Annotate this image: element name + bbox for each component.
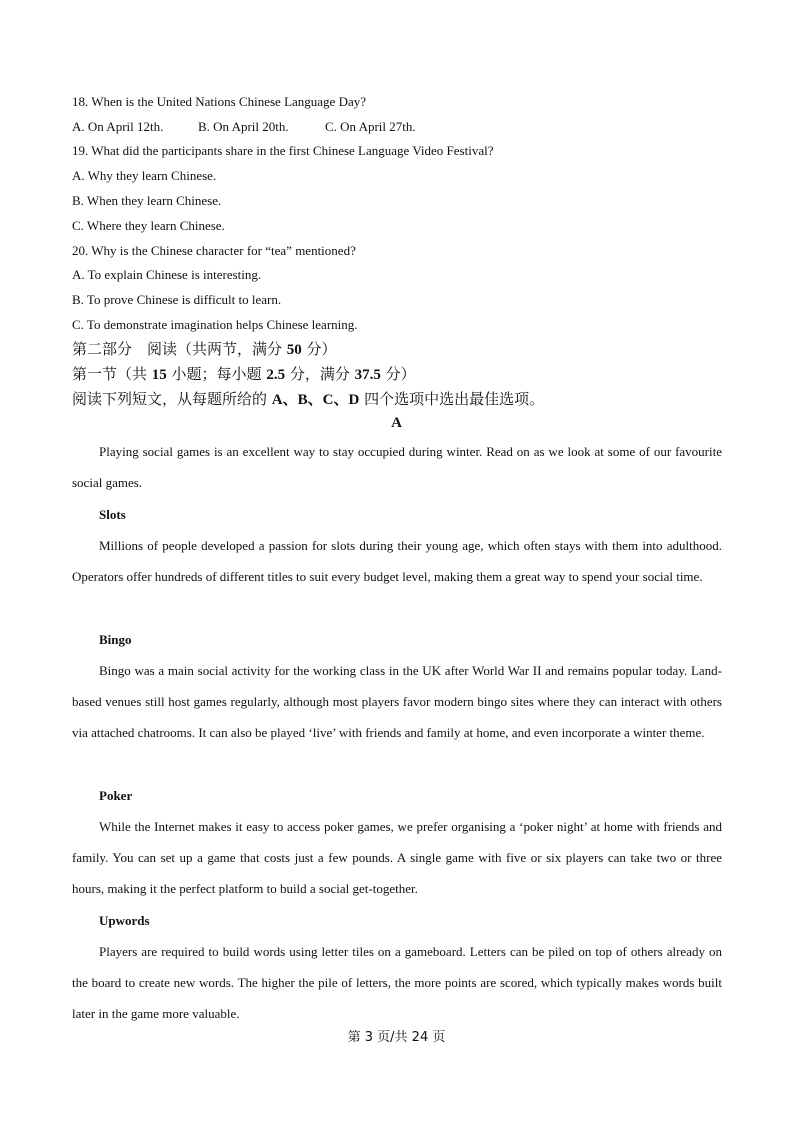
q19-option-c: C. Where they learn Chinese. — [72, 218, 225, 233]
q19-option-b: B. When they learn Chinese. — [72, 193, 222, 208]
q19-option-a: A. Why they learn Chinese. — [72, 168, 217, 183]
section-text-poker: While the Internet makes it easy to access poker games, we prefer organising a ‘poker night’ at home with friends and family. You can set up a game that costs just a few pounds. A single game with five or six players can take two or three hours, making it the perfect platform to build a social get-together. — [72, 819, 722, 897]
question-19: 19. What did the participants share in the first Chinese Language Video Festival? — [72, 143, 494, 158]
section-text-bingo: Bingo was a main social activity for the working class in the UK after World War II and remains popular today. Land-based venues still host games regularly, although most players favor modern bingo sites where they can interact with others via attached chatrooms. It can also be played ‘live’ with friends and family at home, and even incorporate a winter theme. — [72, 663, 722, 741]
page-number-footer: 第 3 页/共 24 页 — [347, 1030, 446, 1045]
section-heading-upwords: Upwords — [99, 913, 150, 928]
part-two-title: 第二部分 阅读（共两节，满分 50 分） — [72, 340, 337, 358]
q18-option-b: B. On April 20th. — [198, 119, 289, 134]
passage-label: A — [391, 415, 402, 431]
q20-option-a: A. To explain Chinese is interesting. — [72, 267, 262, 282]
q18-option-a: A. On April 12th. — [72, 119, 164, 134]
section-one-title: 第一节（共 15 小题；每小题 2.5 分，满分 37.5 分） — [72, 365, 416, 383]
question-20: 20. Why is the Chinese character for “tea” mentioned? — [72, 243, 356, 258]
q18-option-c: C. On April 27th. — [325, 119, 416, 134]
section-text-upwords: Players are required to build words using letter tiles on a gameboard. Letters can be piled on top of others already on the board to create new words. The higher the pile of letters, the more points are scored, which typically makes words built later in the game more valuable. — [72, 944, 722, 1022]
section-heading-poker: Poker — [99, 788, 133, 803]
section-text-slots: Millions of people developed a passion for slots during their young age, which often stays with them into adulthood. Operators offer hundreds of different titles to suit every budget level, making them a great way to spend your social time. — [72, 538, 722, 585]
section-heading-slots: Slots — [99, 507, 126, 522]
question-18-options — [72, 119, 416, 135]
question-18: 18. When is the United Nations Chinese Language Day? — [72, 94, 366, 109]
passage-intro: Playing social games is an excellent way to stay occupied during winter. Read on as we look at some of our favourite social games. — [72, 444, 722, 491]
q20-option-c: C. To demonstrate imagination helps Chinese learning. — [72, 317, 358, 332]
section-heading-bingo: Bingo — [99, 632, 132, 647]
reading-instruction: 阅读下列短文，从每题所给的 A、B、C、D 四个选项中选出最佳选项。 — [72, 390, 545, 408]
q20-option-b: B. To prove Chinese is difficult to learn. — [72, 292, 282, 307]
